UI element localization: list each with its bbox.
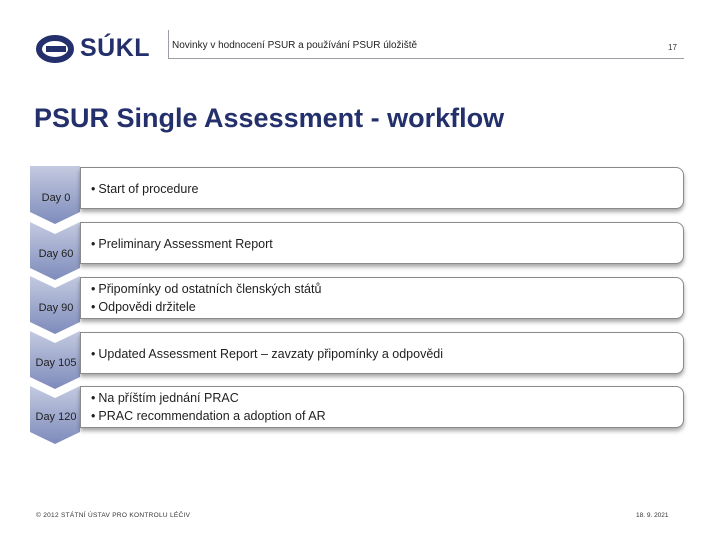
step-card: [80, 167, 684, 209]
footer-date: 18. 9. 2021: [636, 512, 669, 519]
header-divider: [168, 30, 169, 59]
step-card: [80, 222, 684, 264]
slide-title: PSUR Single Assessment - workflow: [34, 103, 505, 133]
header-rule: [168, 58, 684, 59]
step-item: • Updated Assessment Report – zavzaty připomínky a odpovědi: [91, 345, 683, 363]
sukl-logo-icon: [36, 34, 74, 64]
day-label: Day 90: [38, 302, 74, 314]
header-title: Novinky v hodnocení PSUR a používání PSUR úložiště: [172, 40, 418, 51]
step-item: • PRAC recommendation a adoption of AR: [91, 407, 683, 425]
day-label: Day 105: [35, 357, 77, 369]
step-card: [80, 332, 684, 374]
page-number: 17: [668, 43, 677, 52]
step-item: • Start of procedure: [91, 180, 683, 198]
day-label: Day 0: [41, 192, 71, 204]
step-card: [80, 277, 684, 319]
logo-wordmark: SÚKL: [80, 34, 151, 62]
sukl-logo: [36, 30, 156, 70]
step-card: [80, 386, 684, 428]
step-item: • Preliminary Assessment Report: [91, 235, 683, 253]
step-item: • Na příštím jednání PRAC: [91, 389, 683, 407]
day-label: Day 60: [38, 248, 74, 260]
day-label: Day 120: [35, 411, 77, 423]
footer-copyright: © 2012 STÁTNÍ ÚSTAV PRO KONTROLU LÉČIV: [36, 512, 191, 519]
step-item: • Připomínky od ostatních členských států: [91, 280, 683, 298]
step-item: • Odpovědi držitele: [91, 298, 683, 316]
